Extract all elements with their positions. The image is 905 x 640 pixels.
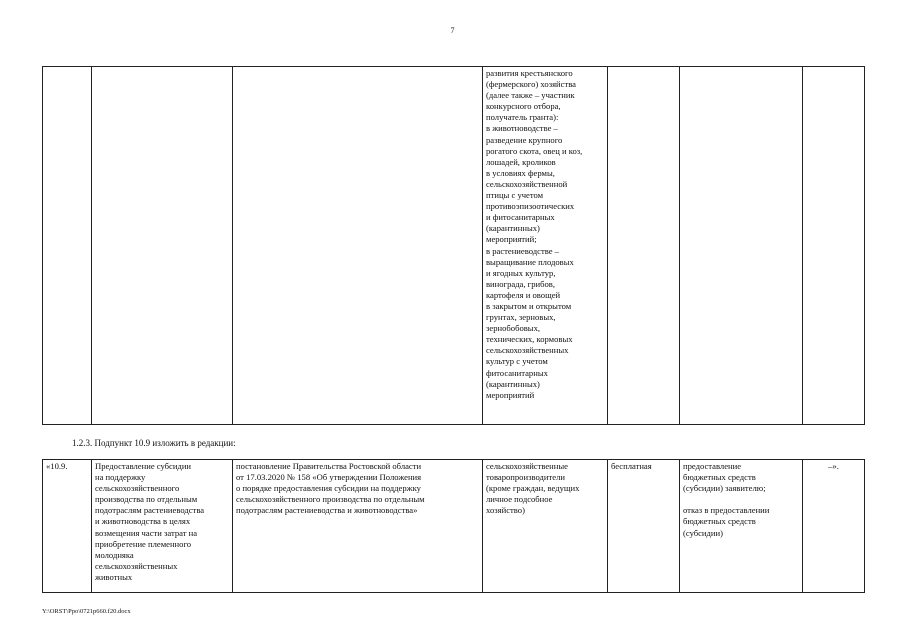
table-cell (43, 67, 92, 425)
legal-act-cell: постановление Правительства Ростовской области от 17.03.2020 № 158 «Об утверждении Положения о порядке предоставления субсидии на поддержку сельскохозяйственного производства по отдельным подотраслям растениеводства и животноводства» (233, 460, 483, 593)
table-cell (233, 67, 483, 425)
closing-cell: –». (803, 460, 865, 593)
table-cell: развития крестьянского (фермерского) хозяйства (далее также – участник конкурсного отбора, получатель гранта): в животноводстве – разведение крупного рогатого скота, овец и коз, лошадей, кроликов в условиях фермы, сельскохозяйственной птицы с учетом противоэпизоотических и фитосанитарных (карантинных) мероприятий; в растениеводстве – выращивание плодовых и ягодных культур, винограда, грибов, картофеля и овощей в закрытом и открытом грунтах, зерновых, зернобобовых, технических, кормовых сельскохозяйственных культур с учетом фитосанитарных (карантинных) мероприятий (483, 67, 608, 425)
continuation-table (42, 66, 865, 425)
cost-cell: бесплатная (608, 460, 680, 593)
table-cell (680, 67, 803, 425)
table-cell (92, 67, 233, 425)
recipients-cell: сельскохозяйственные товаропроизводители (кроме граждан, ведущих личное подсобное хозяйство) (483, 460, 608, 593)
table-cell (608, 67, 680, 425)
amendment-table (42, 459, 865, 593)
item-number: «10.9. (43, 460, 92, 593)
file-path-footer: Y:\ORST\Ppo\0721p660.f20.docx (42, 608, 131, 615)
result-cell: предоставление бюджетных средств (субсидии) заявителю; отказ в предоставлении бюджетных средств (субсидии) (680, 460, 803, 593)
table-row (43, 460, 865, 593)
service-name-cell: Предоставление субсидии на поддержку сельскохозяйственного производства по отдельным подотраслям растениеводства и животноводства в целях возмещения части затрат на приобретение племенного молодняка сельскохозяйственных животных (92, 460, 233, 593)
page-number: 7 (450, 26, 455, 35)
table-cell (803, 67, 865, 425)
amendment-paragraph: 1.2.3. Подпункт 10.9 изложить в редакции: (72, 438, 236, 448)
table-row (43, 67, 865, 425)
